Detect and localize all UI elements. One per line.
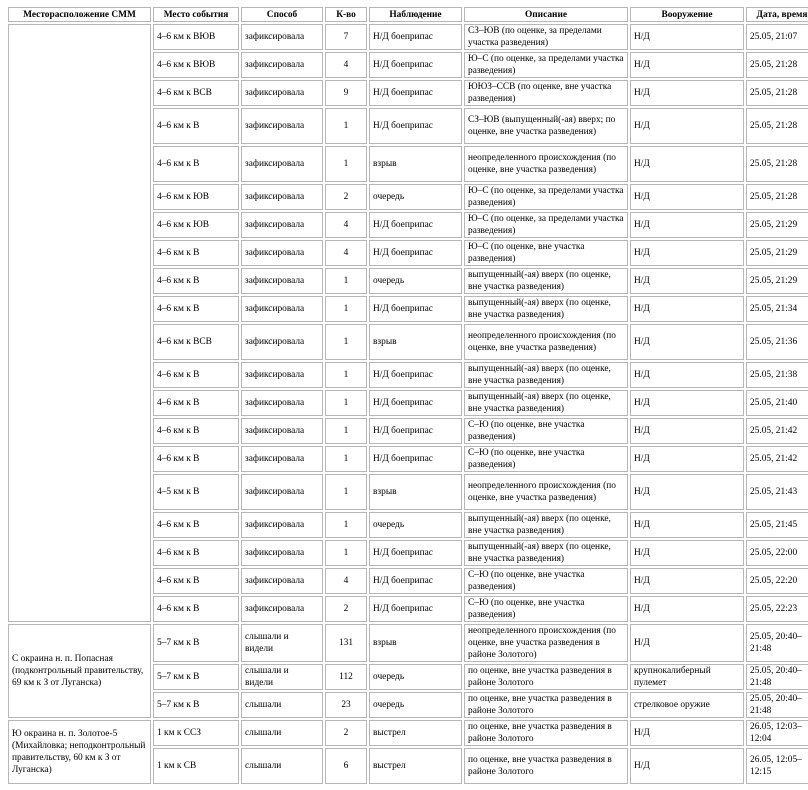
- description-cell: ЮЮЗ–ССВ (по оценке, вне участка разведения): [464, 80, 628, 106]
- place-cell: 4–6 км к В: [153, 568, 239, 594]
- weapons-cell: стрелковое оружие: [630, 692, 744, 718]
- observation-cell: взрыв: [369, 474, 462, 510]
- count-cell: 2: [325, 720, 367, 746]
- description-cell: С–Ю (по оценке, вне участка разведения): [464, 596, 628, 622]
- count-cell: 4: [325, 52, 367, 78]
- method-cell: зафиксировала: [241, 24, 323, 50]
- place-cell: 4–6 км к В: [153, 540, 239, 566]
- weapons-cell: Н/Д: [630, 720, 744, 746]
- count-cell: 1: [325, 268, 367, 294]
- place-cell: 4–6 км к В: [153, 596, 239, 622]
- place-cell: 4–6 км к В: [153, 240, 239, 266]
- method-cell: зафиксировала: [241, 446, 323, 472]
- method-cell: зафиксировала: [241, 240, 323, 266]
- datetime-cell: 25.05, 20:40–21:48: [746, 692, 808, 718]
- count-cell: 4: [325, 212, 367, 238]
- datetime-cell: 25.05, 21:28: [746, 108, 808, 144]
- observation-cell: Н/Д боеприпас: [369, 52, 462, 78]
- observation-cell: очередь: [369, 512, 462, 538]
- method-cell: зафиксировала: [241, 540, 323, 566]
- datetime-cell: 25.05, 21:42: [746, 446, 808, 472]
- header-observation: Наблюдение: [369, 7, 462, 22]
- observation-cell: Н/Д боеприпас: [369, 390, 462, 416]
- weapons-cell: Н/Д: [630, 540, 744, 566]
- description-cell: выпущенный(-ая) вверх (по оценке, вне участка разведения): [464, 540, 628, 566]
- weapons-cell: Н/Д: [630, 108, 744, 144]
- place-cell: 5–7 км к В: [153, 664, 239, 690]
- table-row: [8, 24, 808, 50]
- datetime-cell: 25.05, 21:07: [746, 24, 808, 50]
- place-cell: 5–7 км к В: [153, 692, 239, 718]
- method-cell: зафиксировала: [241, 212, 323, 238]
- count-cell: 1: [325, 390, 367, 416]
- place-cell: 4–6 км к В: [153, 268, 239, 294]
- datetime-cell: 26.05, 12:03–12:04: [746, 720, 808, 746]
- header-row: [8, 7, 808, 22]
- method-cell: зафиксировала: [241, 80, 323, 106]
- observation-cell: Н/Д боеприпас: [369, 80, 462, 106]
- count-cell: 4: [325, 240, 367, 266]
- observation-cell: Н/Д боеприпас: [369, 568, 462, 594]
- observation-cell: очередь: [369, 664, 462, 690]
- datetime-cell: 25.05, 21:29: [746, 240, 808, 266]
- method-cell: слышали: [241, 720, 323, 746]
- description-cell: Ю–С (по оценке, за пределами участка разведения): [464, 184, 628, 210]
- datetime-cell: 25.05, 21:36: [746, 324, 808, 360]
- observation-cell: Н/Д боеприпас: [369, 24, 462, 50]
- count-cell: 23: [325, 692, 367, 718]
- observation-cell: Н/Д боеприпас: [369, 362, 462, 388]
- count-cell: 2: [325, 184, 367, 210]
- header-description: Описание: [464, 7, 628, 22]
- description-cell: по оценке, вне участка разведения в районе Золотого: [464, 748, 628, 784]
- datetime-cell: 25.05, 21:29: [746, 212, 808, 238]
- place-cell: 4–6 км к ВСВ: [153, 324, 239, 360]
- observation-cell: взрыв: [369, 324, 462, 360]
- method-cell: зафиксировала: [241, 268, 323, 294]
- header-datetime: Дата, время: [746, 7, 808, 22]
- weapons-cell: Н/Д: [630, 446, 744, 472]
- place-cell: 4–6 км к ЮВ: [153, 184, 239, 210]
- weapons-cell: Н/Д: [630, 212, 744, 238]
- count-cell: 1: [325, 362, 367, 388]
- weapons-cell: Н/Д: [630, 512, 744, 538]
- description-cell: Ю–С (по оценке, вне участка разведения): [464, 240, 628, 266]
- datetime-cell: 25.05, 21:28: [746, 184, 808, 210]
- method-cell: слышали и видели: [241, 664, 323, 690]
- count-cell: 112: [325, 664, 367, 690]
- weapons-cell: Н/Д: [630, 390, 744, 416]
- method-cell: зафиксировала: [241, 146, 323, 182]
- method-cell: зафиксировала: [241, 568, 323, 594]
- weapons-cell: Н/Д: [630, 748, 744, 784]
- place-cell: 1 км к ССЗ: [153, 720, 239, 746]
- place-cell: 4–6 км к В: [153, 390, 239, 416]
- observation-cell: Н/Д боеприпас: [369, 540, 462, 566]
- description-cell: выпущенный(-ая) вверх (по оценке, вне участка разведения): [464, 362, 628, 388]
- description-cell: неопределенного происхождения (по оценке, вне участка разведения): [464, 146, 628, 182]
- method-cell: зафиксировала: [241, 474, 323, 510]
- count-cell: 1: [325, 146, 367, 182]
- count-cell: 2: [325, 596, 367, 622]
- datetime-cell: 25.05, 21:42: [746, 418, 808, 444]
- description-cell: выпущенный(-ая) вверх (по оценке, вне участка разведения): [464, 390, 628, 416]
- observation-cell: очередь: [369, 184, 462, 210]
- weapons-cell: крупнокалиберный пулемет: [630, 664, 744, 690]
- description-cell: Ю–С (по оценке, за пределами участка разведения): [464, 52, 628, 78]
- count-cell: 4: [325, 568, 367, 594]
- weapons-cell: Н/Д: [630, 624, 744, 662]
- description-cell: СЗ–ЮВ (по оценке, за пределами участка разведения): [464, 24, 628, 50]
- observation-cell: очередь: [369, 268, 462, 294]
- method-cell: слышали и видели: [241, 624, 323, 662]
- place-cell: 4–6 км к В: [153, 446, 239, 472]
- datetime-cell: 25.05, 21:38: [746, 362, 808, 388]
- method-cell: зафиксировала: [241, 512, 323, 538]
- datetime-cell: 25.05, 21:40: [746, 390, 808, 416]
- count-cell: 6: [325, 748, 367, 784]
- weapons-cell: Н/Д: [630, 362, 744, 388]
- method-cell: зафиксировала: [241, 108, 323, 144]
- datetime-cell: 25.05, 22:23: [746, 596, 808, 622]
- method-cell: зафиксировала: [241, 52, 323, 78]
- place-cell: 4–5 км к В: [153, 474, 239, 510]
- description-cell: С–Ю (по оценке, вне участка разведения): [464, 568, 628, 594]
- weapons-cell: Н/Д: [630, 324, 744, 360]
- description-cell: по оценке, вне участка разведения в районе Золотого: [464, 720, 628, 746]
- count-cell: 1: [325, 446, 367, 472]
- datetime-cell: 25.05, 21:45: [746, 512, 808, 538]
- method-cell: слышали: [241, 692, 323, 718]
- observation-cell: взрыв: [369, 624, 462, 662]
- place-cell: 4–6 км к В: [153, 362, 239, 388]
- description-cell: С–Ю (по оценке, вне участка разведения): [464, 446, 628, 472]
- place-cell: 4–6 км к В: [153, 108, 239, 144]
- count-cell: 131: [325, 624, 367, 662]
- description-cell: по оценке, вне участка разведения в районе Золотого: [464, 692, 628, 718]
- count-cell: 9: [325, 80, 367, 106]
- method-cell: зафиксировала: [241, 596, 323, 622]
- description-cell: неопределенного происхождения (по оценке, вне участка разведения в районе Золотого): [464, 624, 628, 662]
- count-cell: 7: [325, 24, 367, 50]
- method-cell: зафиксировала: [241, 362, 323, 388]
- datetime-cell: 26.05, 12:05–12:15: [746, 748, 808, 784]
- weapons-cell: Н/Д: [630, 596, 744, 622]
- weapons-cell: Н/Д: [630, 146, 744, 182]
- description-cell: С–Ю (по оценке, вне участка разведения): [464, 418, 628, 444]
- location-cell: Ю окраина н. п. Золотое-5 (Михайловка; неподконтрольный правительству, 60 км к З от Луганска): [8, 720, 151, 784]
- weapons-cell: Н/Д: [630, 296, 744, 322]
- place-cell: 4–6 км к ЮВ: [153, 212, 239, 238]
- description-cell: выпущенный(-ая) вверх (по оценке, вне участка разведения): [464, 296, 628, 322]
- header-weapons: Вооружение: [630, 7, 744, 22]
- observation-cell: Н/Д боеприпас: [369, 446, 462, 472]
- datetime-cell: 25.05, 21:28: [746, 146, 808, 182]
- weapons-cell: Н/Д: [630, 268, 744, 294]
- datetime-cell: 25.05, 21:29: [746, 268, 808, 294]
- observation-cell: Н/Д боеприпас: [369, 108, 462, 144]
- datetime-cell: 25.05, 21:28: [746, 80, 808, 106]
- datetime-cell: 25.05, 22:20: [746, 568, 808, 594]
- observation-cell: Н/Д боеприпас: [369, 240, 462, 266]
- count-cell: 1: [325, 512, 367, 538]
- header-place: Место события: [153, 7, 239, 22]
- observation-cell: взрыв: [369, 146, 462, 182]
- header-method: Способ: [241, 7, 323, 22]
- count-cell: 1: [325, 540, 367, 566]
- count-cell: 1: [325, 474, 367, 510]
- method-cell: зафиксировала: [241, 296, 323, 322]
- weapons-cell: Н/Д: [630, 184, 744, 210]
- weapons-cell: Н/Д: [630, 568, 744, 594]
- place-cell: 4–6 км к В: [153, 512, 239, 538]
- weapons-cell: Н/Д: [630, 240, 744, 266]
- header-count: К-во: [325, 7, 367, 22]
- description-cell: выпущенный(-ая) вверх (по оценке, вне участка разведения): [464, 268, 628, 294]
- place-cell: 4–6 км к ВЮВ: [153, 24, 239, 50]
- observation-cell: Н/Д боеприпас: [369, 596, 462, 622]
- weapons-cell: Н/Д: [630, 80, 744, 106]
- ceasefire-violations-table: [6, 5, 808, 786]
- location-cell: [8, 24, 151, 622]
- observation-cell: выстрел: [369, 748, 462, 784]
- count-cell: 1: [325, 418, 367, 444]
- datetime-cell: 25.05, 21:34: [746, 296, 808, 322]
- method-cell: зафиксировала: [241, 390, 323, 416]
- header-location: Месторасположение СММ: [8, 7, 151, 22]
- observation-cell: выстрел: [369, 720, 462, 746]
- datetime-cell: 25.05, 21:43: [746, 474, 808, 510]
- method-cell: зафиксировала: [241, 184, 323, 210]
- observation-cell: очередь: [369, 692, 462, 718]
- description-cell: по оценке, вне участка разведения в районе Золотого: [464, 664, 628, 690]
- description-cell: Ю–С (по оценке, за пределами участка разведения): [464, 212, 628, 238]
- count-cell: 1: [325, 108, 367, 144]
- description-cell: неопределенного происхождения (по оценке, вне участка разведения): [464, 324, 628, 360]
- weapons-cell: Н/Д: [630, 52, 744, 78]
- table-row: [8, 624, 808, 662]
- place-cell: 4–6 км к В: [153, 296, 239, 322]
- datetime-cell: 25.05, 21:28: [746, 52, 808, 78]
- place-cell: 4–6 км к В: [153, 418, 239, 444]
- table-row: [8, 720, 808, 746]
- method-cell: зафиксировала: [241, 418, 323, 444]
- place-cell: 4–6 км к ВСВ: [153, 80, 239, 106]
- count-cell: 1: [325, 324, 367, 360]
- observation-cell: Н/Д боеприпас: [369, 296, 462, 322]
- method-cell: слышали: [241, 748, 323, 784]
- location-cell: С окраина н. п. Попасная (подконтрольный правительству, 69 км к З от Луганска): [8, 624, 151, 718]
- place-cell: 5–7 км к В: [153, 624, 239, 662]
- datetime-cell: 25.05, 20:40–21:48: [746, 664, 808, 690]
- weapons-cell: Н/Д: [630, 418, 744, 444]
- description-cell: СЗ–ЮВ (выпущенный(-ая) вверх; по оценке, вне участка разведения): [464, 108, 628, 144]
- datetime-cell: 25.05, 22:00: [746, 540, 808, 566]
- method-cell: зафиксировала: [241, 324, 323, 360]
- place-cell: 4–6 км к ВЮВ: [153, 52, 239, 78]
- place-cell: 4–6 км к В: [153, 146, 239, 182]
- weapons-cell: Н/Д: [630, 474, 744, 510]
- place-cell: 1 км к СВ: [153, 748, 239, 784]
- observation-cell: Н/Д боеприпас: [369, 418, 462, 444]
- observation-cell: Н/Д боеприпас: [369, 212, 462, 238]
- description-cell: выпущенный(-ая) вверх (по оценке, вне участка разведения): [464, 512, 628, 538]
- datetime-cell: 25.05, 20:40–21:48: [746, 624, 808, 662]
- count-cell: 1: [325, 296, 367, 322]
- description-cell: неопределенного происхождения (по оценке, вне участка разведения): [464, 474, 628, 510]
- weapons-cell: Н/Д: [630, 24, 744, 50]
